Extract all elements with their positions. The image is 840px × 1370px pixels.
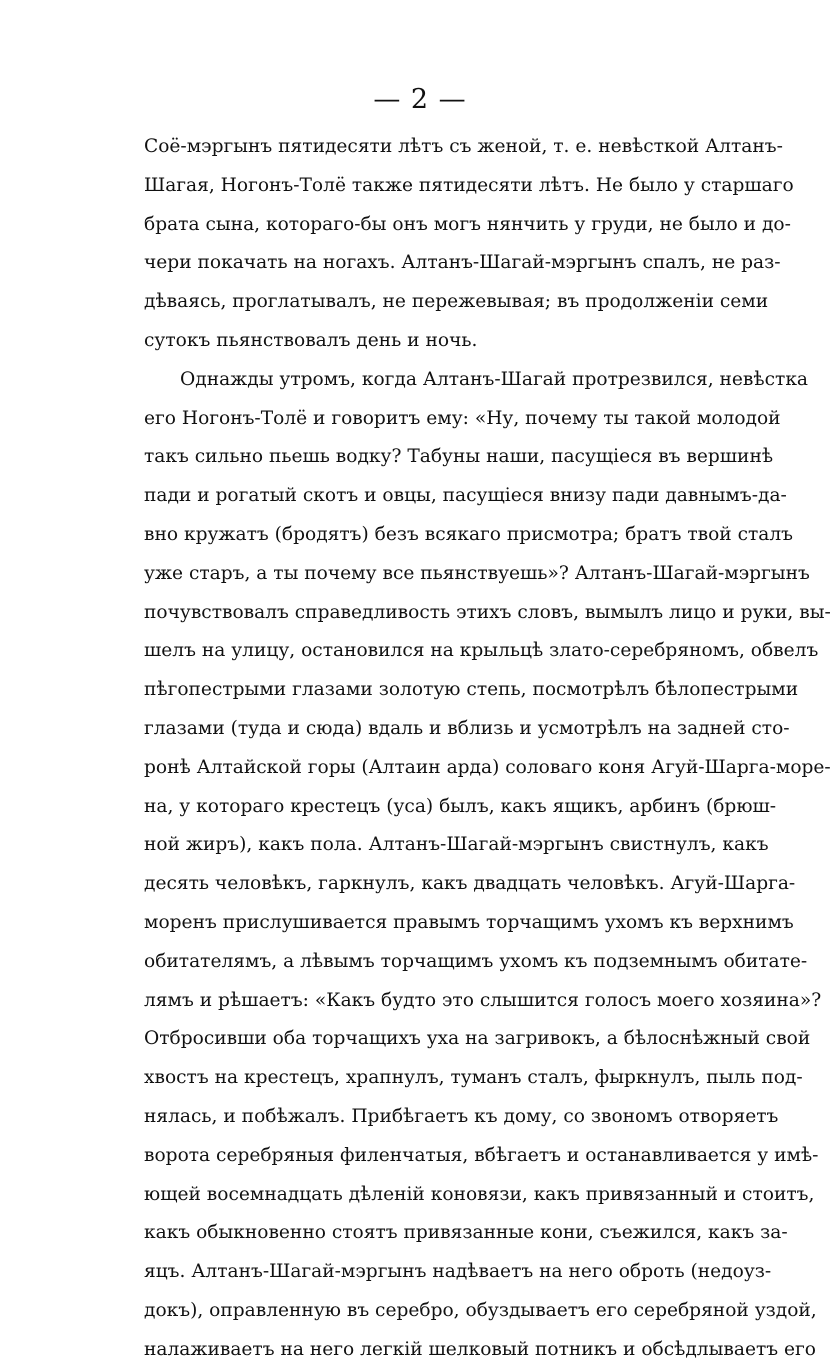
text-line: яцъ. Алтанъ-Шагай-мэргынъ надѣваетъ на него оброть (недоуз- — [144, 1261, 772, 1283]
text-line: такъ сильно пьешь водку? Табуны наши, пасущіеся въ вершинѣ — [144, 446, 774, 468]
text-line: ронѣ Алтайской горы (Алтаин арда) соловаго коня Агуй-Шарга-море- — [144, 756, 831, 778]
paragraph-2 — [144, 361, 831, 1370]
paragraph-1 — [144, 128, 794, 361]
text-line: шелъ на улицу, остановился на крыльцѣ злато-серебряномъ, обвелъ — [144, 640, 819, 662]
text-line: моренъ прислушивается правымъ торчащимъ ухомъ къ верхнимъ — [144, 911, 794, 933]
text-line: налаживаетъ на него легкій шелковый потникъ и обсѣдлываетъ его — [144, 1338, 816, 1360]
text-line: докъ), оправленную въ серебро, обуздываетъ его серебряной уздой, — [144, 1299, 817, 1321]
text-line: чери покачать на ногахъ. Алтанъ-Шагай-мэргынъ спалъ, не раз- — [144, 252, 781, 274]
page-number: — 2 — — [373, 84, 467, 115]
text-line: на, у котораго крестецъ (уса) былъ, какъ ящикъ, арбинъ (брюш- — [144, 795, 777, 817]
text-line: Однажды утромъ, когда Алтанъ-Шагай протрезвился, невѣстка — [180, 368, 809, 390]
text-line: ворота серебряныя филенчатыя, вбѣгаетъ и останавливается у имѣ- — [144, 1144, 819, 1166]
text-line: Соё-мэргынъ пятидесяти лѣтъ съ женой, т. е. невѣсткой Алтанъ- — [144, 136, 783, 157]
text-line: брата сына, котораго-бы онъ могъ нянчить у груди, не было и до- — [144, 213, 791, 235]
text-line: пѣгопестрыми глазами золотую степь, посмотрѣлъ бѣлопестрыми — [144, 679, 799, 701]
text-line: нялась, и побѣжалъ. Прибѣгаетъ къ дому, со звономъ отворяетъ — [144, 1105, 779, 1127]
text-line: пади и рогатый скотъ и овцы, пасущіеся внизу пади давнымъ-да- — [144, 485, 787, 507]
text-line: ющей восемнадцать дѣленій коновязи, какъ привязанный и стоитъ, — [144, 1183, 815, 1205]
text-line: лямъ и рѣшаетъ: «Какъ будто это слышится голосъ моего хозяина»? — [144, 989, 822, 1011]
text-line: сутокъ пьянствовалъ день и ночь. — [144, 329, 478, 351]
text-line: его Ногонъ-Толё и говоритъ ему: «Ну, почему ты такой молодой — [144, 407, 781, 429]
text-line: Отбросивши оба торчащихъ уха на загривокъ, а бѣлоснѣжный свой — [144, 1028, 811, 1050]
text-line: Шагая, Ногонъ-Толё также пятидесяти лѣтъ. Не было у старшаго — [144, 174, 794, 196]
text-line: обитателямъ, а лѣвымъ торчащимъ ухомъ къ подземнымъ обитате- — [144, 950, 808, 972]
text-line: хвостъ на крестецъ, храпнулъ, туманъ сталъ, фыркнулъ, пыль под- — [144, 1067, 803, 1089]
text-line: десять человѣкъ, гаркнулъ, какъ двадцать человѣкъ. Агуй-Шарга- — [144, 873, 796, 895]
text-line: глазами (туда и сюда) вдаль и вблизь и усмотрѣлъ на задней сто- — [144, 717, 790, 739]
text-line: уже старъ, а ты почему все пьянствуешь»? Алтанъ-Шагай-мэргынъ — [144, 562, 810, 584]
text-line: ной жиръ), какъ пола. Алтанъ-Шагай-мэргынъ свистнулъ, какъ — [144, 834, 769, 856]
text-line: какъ обыкновенно стоятъ привязанные кони, съежился, какъ за- — [144, 1222, 788, 1244]
text-line: дѣваясь, проглатывалъ, не пережевывая; въ продолженіи семи — [144, 291, 769, 313]
text-line: вно кружатъ (бродятъ) безъ всякаго присмотра; братъ твой сталъ — [144, 523, 793, 545]
body-text — [144, 128, 831, 1370]
text-line: почувствовалъ справедливость этихъ словъ, вымылъ лицо и руки, вы- — [144, 601, 831, 623]
